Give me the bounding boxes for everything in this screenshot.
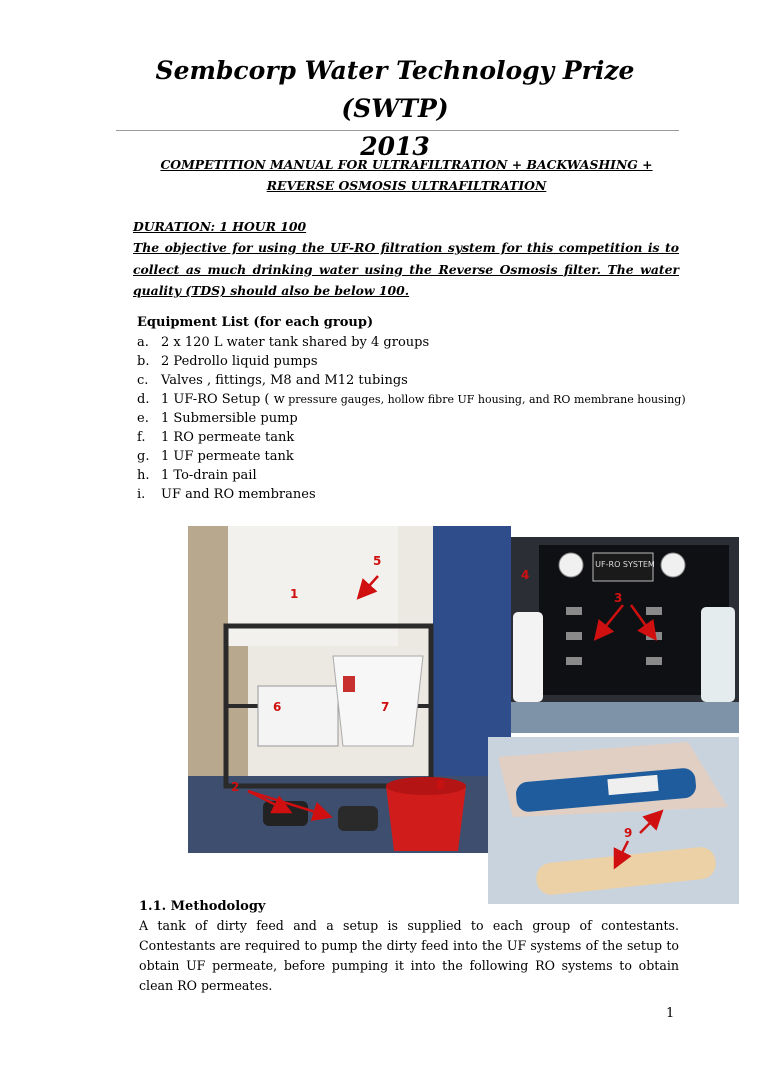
photo-label: 4	[521, 568, 530, 582]
list-item: f. 1 RO permeate tank	[137, 430, 295, 445]
setup-illustration	[188, 526, 511, 853]
title-line-1: Sembcorp Water Technology Prize (SWTP)	[155, 56, 635, 123]
methodology-paragraph: A tank of dirty feed and a setup is supplied to each group of contestants. Contestants are required to pump the dirty feed into the UF systems of the setup to obtain UF permeate, before pumping it into the following RO systems to obtain clean RO permeates.	[139, 918, 679, 993]
photo-label: 9	[624, 826, 633, 840]
membrane-illustration	[488, 737, 739, 904]
photo-label: 8	[436, 778, 445, 792]
list-item: h. 1 To-drain pail	[137, 468, 257, 483]
setup-photo	[188, 526, 511, 853]
objective-paragraph: The objective for using the UF-RO filtration system for this competition is to collect as much drinking water using the Reverse Osmosis filter. The water quality (TDS) should also be below 100.	[133, 240, 679, 298]
title-line-2: 2013	[360, 132, 430, 161]
photo-label: 3	[614, 591, 623, 605]
list-item: i. UF and RO membranes	[137, 487, 316, 502]
photo-label: 6	[273, 700, 282, 714]
equipment-heading: Equipment List (for each group)	[137, 315, 374, 330]
photo-label: 1	[290, 587, 299, 601]
list-item: d. 1 UF-RO Setup ( w pressure gauges, hollow fibre UF housing, and RO membrane housing)	[137, 392, 686, 407]
page-number: 1	[666, 1006, 675, 1021]
duration-line: DURATION: 1 HOUR 100	[133, 219, 307, 234]
list-item: e. 1 Submersible pump	[137, 411, 298, 426]
equipment-list	[137, 333, 686, 504]
membrane-photo	[488, 737, 739, 904]
photo-label: 7	[381, 700, 390, 714]
document-title	[110, 52, 680, 166]
panel-sign: UF-RO SYSTEM	[595, 560, 655, 569]
list-item: g. 1 UF permeate tank	[137, 449, 294, 464]
list-item: c. Valves , fittings, M8 and M12 tubings	[137, 373, 408, 388]
list-item: b. 2 Pedrollo liquid pumps	[137, 354, 318, 369]
methodology-heading: 1.1. Methodology	[139, 899, 266, 914]
list-item: a. 2 x 120 L water tank shared by 4 groups	[137, 335, 430, 350]
manual-subtitle: COMPETITION MANUAL FOR ULTRAFILTRATION + BACKWASHING + REVERSE OSMOSIS ULTRAFILTRATION	[160, 157, 653, 193]
photo-label: 5	[373, 554, 382, 568]
panel-photo	[511, 537, 739, 733]
title-divider	[116, 130, 679, 131]
photo-label: 2	[231, 780, 240, 794]
